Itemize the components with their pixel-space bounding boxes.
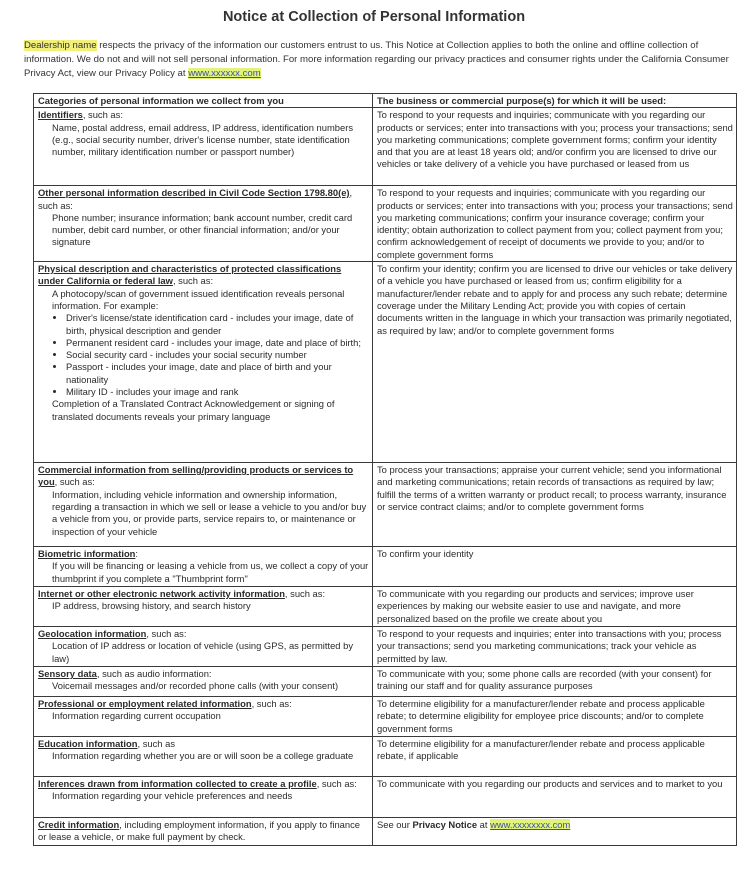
privacy-notice-label: Privacy Notice <box>412 819 478 831</box>
purpose-prefix: See our <box>377 819 413 831</box>
list-item: • Permanent resident card - includes your image, date and place of birth; <box>66 337 369 349</box>
purpose-cell <box>373 818 737 846</box>
category-title: Physical description and characteristics of protected classifications under California or federal law <box>38 263 342 287</box>
table-row <box>34 463 737 547</box>
purpose-cell: To determine eligibility for a manufacturer/lender rebate and process applicable rebate, if applicable <box>373 737 737 777</box>
purpose-cell: To confirm your identity <box>373 547 737 587</box>
category-detail: If you will be financing or leasing a vehicle from us, we collect a copy of your thumbprint if you complete a "Thumbprint form" <box>52 560 369 584</box>
category-suffix: , such as: <box>146 628 187 640</box>
category-detail: Name, postal address, email address, IP address, identification numbers (e.g., social security number, driver's license number, state identification number, military identification number or passport number) <box>52 121 354 158</box>
purpose-mid: at <box>477 819 491 831</box>
table-row <box>34 777 737 818</box>
intro-paragraph <box>24 39 736 80</box>
id-document-list <box>38 312 369 398</box>
category-title: Identifiers <box>38 109 83 121</box>
category-cell <box>34 667 373 697</box>
category-suffix: , such as: <box>316 778 357 790</box>
category-suffix: : <box>135 548 139 560</box>
category-title: Biometric information <box>38 548 136 560</box>
header-purposes: The business or commercial purpose(s) for which it will be used: <box>373 94 737 108</box>
table-row <box>34 262 737 463</box>
category-title: Education information <box>38 738 138 750</box>
table-row <box>34 667 737 697</box>
purpose-cell: To respond to your requests and inquiries; communicate with you regarding our products or services; enter into transactions with you; process your transactions; send you marketing communications; confirm your insurance coverage; confirm your identity; obtain authorization to collect payment from you; collect payment from you; confirm acknowledgement of receipt of documents we provide to you; and/or to complete government forms <box>373 186 737 262</box>
category-suffix: , such as audio information: <box>96 668 212 680</box>
page-title: Notice at Collection of Personal Information <box>222 9 526 25</box>
category-title: Other personal information described in Civil Code Section 1798.80(e) <box>38 187 350 199</box>
category-title: Professional or employment related information <box>38 698 252 710</box>
category-suffix: , such as: <box>251 698 292 710</box>
category-detail: Information, including vehicle information and ownership information, regarding a transaction in which we sell or lease a vehicle to you and/or buy a vehicle from you, or provide parts, service repairs to, or maintenance or inspection of your vehicle <box>52 488 367 537</box>
table-row <box>34 697 737 737</box>
category-suffix: , such as: <box>172 275 214 287</box>
table-row <box>34 587 737 627</box>
purpose-cell: To determine eligibility for a manufacturer/lender rebate and process applicable rebate; to determine eligibility for employee price discounts; and/or to complete government forms <box>373 697 737 737</box>
category-suffix: , such as <box>137 738 176 750</box>
header-categories: Categories of personal information we collect from you <box>34 94 373 108</box>
table-header-row <box>34 94 737 108</box>
list-item: • Social security card - includes your social security number <box>66 349 369 361</box>
table-row <box>34 627 737 667</box>
purpose-cell: To process your transactions; appraise your current vehicle; send you informational and marketing communications; retain records of transactions as required by law; fulfill the terms of a written warranty or product recall; to process warranty, insurance or service contract claims; and/or to complete government forms <box>373 463 737 547</box>
category-cell <box>34 108 373 186</box>
category-title: Inferences drawn from information collected to create a profile <box>38 778 317 790</box>
privacy-notice-link[interactable]: www.xxxxxxxx.com <box>490 819 571 831</box>
category-cell <box>34 547 373 587</box>
collection-table <box>33 93 737 846</box>
list-item: • Driver's license/state identification card - includes your image, date of birth, physical description and gender <box>66 312 369 337</box>
category-cell <box>34 262 373 463</box>
category-cell <box>34 627 373 667</box>
purpose-cell: To communicate with you regarding our products and services and to market to you <box>373 777 737 818</box>
purpose-cell: To respond to your requests and inquiries; communicate with you regarding our products or services; enter into transactions with you; process your transactions; send you marketing communications; complete government forms; confirm your identity and that you are at least 18 years old; and/or confirm you are licensed to drive our vehicles or take delivery of a vehicle you have purchased or leased from us <box>373 108 737 186</box>
privacy-policy-link[interactable]: www.xxxxxx.com <box>188 67 261 79</box>
category-suffix: , such as: <box>284 588 326 600</box>
purpose-cell: To confirm your identity; confirm you are licensed to drive our vehicles or take delivery of a vehicle you have purchased or leased from us; confirm eligibility for a manufacturer/lender rebate and to apply for and process any such rebate; determine coverage under the Military Lending Act; provide you with copies of certain documents written in the language in which your transaction was primarily negotiated, as required by law; and/or to complete government forms <box>373 262 737 463</box>
category-title: Internet or other electronic network activity information <box>38 588 285 600</box>
category-detail: Information regarding your vehicle preferences and needs <box>52 790 293 802</box>
category-detail: Location of IP address or location of vehicle (using GPS, as permitted by law) <box>52 640 354 664</box>
category-cell <box>34 697 373 737</box>
purpose-cell: To respond to your requests and inquiries; enter into transactions with you; process your transactions; send you marketing communications; track your vehicle as permitted by law. <box>373 627 737 667</box>
category-detail: A photocopy/scan of government issued identification reveals personal information. For example: <box>52 287 345 311</box>
category-title: Sensory data <box>38 668 97 680</box>
category-cell <box>34 737 373 777</box>
category-cell <box>34 186 373 262</box>
category-detail: Information regarding whether you are or will soon be a college graduate <box>52 750 354 762</box>
table-row <box>34 737 737 777</box>
intro-text: respects the privacy of the information our customers entrust to us. This Notice at Collection applies to both the online and offline collection of information. We do not and will not sell personal information. For more information regarding our privacy practices and consumer rights under the California Consumer Privacy Act, view our Privacy Policy at <box>24 40 729 79</box>
category-detail-2: Completion of a Translated Contract Acknowledgement or signing of translated documents reveals your primary language <box>52 398 335 422</box>
table-row <box>34 547 737 587</box>
category-suffix: , including employment information, if you apply to finance or lease a vehicle, or make full payment by check. <box>38 819 361 843</box>
category-cell <box>34 587 373 627</box>
table-row <box>34 818 737 846</box>
dealer-name: Dealership name <box>24 40 97 51</box>
category-title: Commercial information from selling/providing products or services to you <box>38 464 354 488</box>
category-title: Credit information <box>38 819 120 831</box>
category-cell <box>34 777 373 818</box>
category-detail: Voicemail messages and/or recorded phone calls (with your consent) <box>52 680 339 692</box>
category-detail: Phone number; insurance information; bank account number, credit card number, debit card number, or other financial information; and/or your signature <box>52 211 353 248</box>
category-suffix: , such as: <box>54 476 95 488</box>
table-row <box>34 186 737 262</box>
purpose-cell: To communicate with you; some phone calls are recorded (with your consent) for training our staff and for quality assurance purposes <box>373 667 737 697</box>
table-row <box>34 108 737 186</box>
category-suffix: , such as: <box>38 187 353 211</box>
category-detail: IP address, browsing history, and search history <box>52 600 251 612</box>
category-cell <box>34 818 373 846</box>
category-suffix: , such as: <box>82 109 123 121</box>
purpose-cell: To communicate with you regarding our products and services; improve user experiences by making our website easier to use and navigate, and more personalized based on the profile we create about you <box>373 587 737 627</box>
category-cell <box>34 463 373 547</box>
list-item: • Passport - includes your image, date and place of birth and your nationality <box>66 361 369 386</box>
category-title: Geolocation information <box>38 628 147 640</box>
category-detail: Information regarding current occupation <box>52 710 221 722</box>
list-item: • Military ID - includes your image and rank <box>66 386 369 398</box>
